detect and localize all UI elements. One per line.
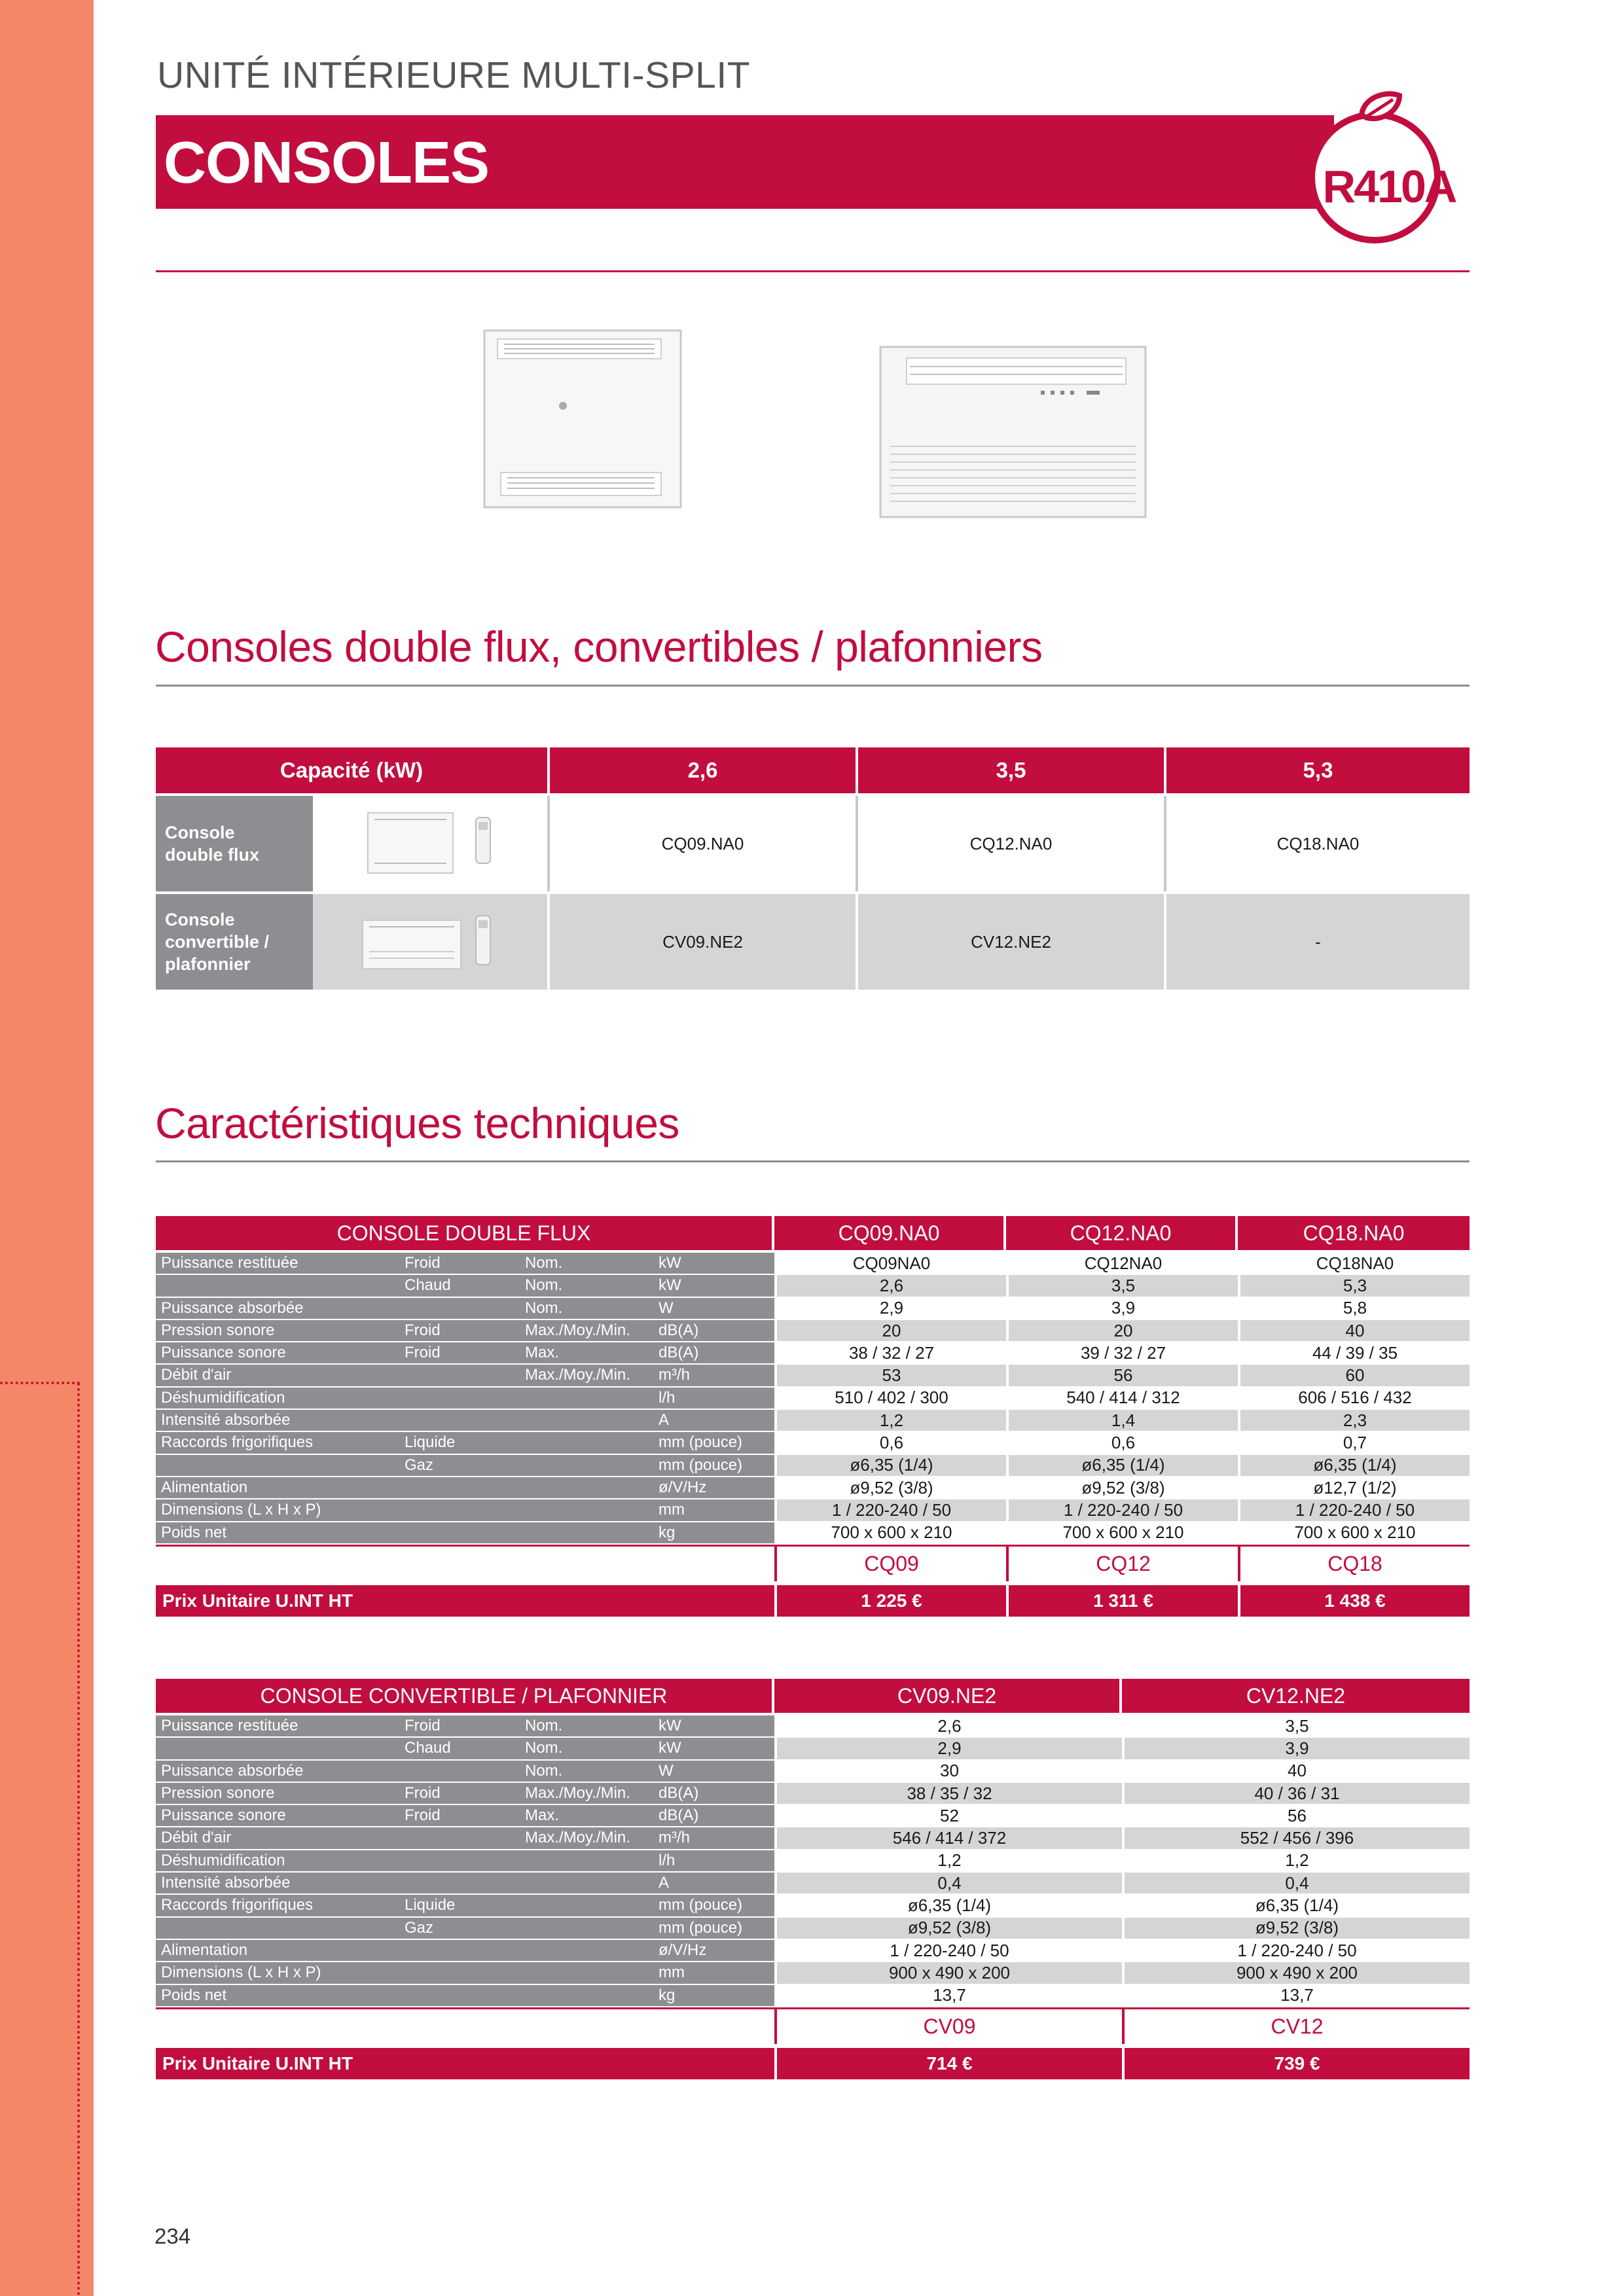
spec-value: 1 / 220-240 / 50 — [774, 1499, 1006, 1520]
overview-cell: CQ12.NA0 — [858, 796, 1166, 891]
spec-value: 0,6 — [1006, 1432, 1238, 1453]
spec-value: 700 x 600 x 210 — [1006, 1522, 1238, 1543]
spec-value: 44 / 39 / 35 — [1238, 1342, 1470, 1363]
spec-label-part: dB(A) — [659, 1344, 699, 1362]
spec-row-label — [156, 1432, 774, 1453]
spec-label-part: Intensité absorbée — [161, 1411, 291, 1429]
section-rule-models — [156, 685, 1470, 687]
spec-row-label — [156, 1298, 774, 1319]
spec-value: 552 / 456 / 396 — [1122, 1827, 1470, 1848]
spec-row — [156, 1783, 1470, 1805]
spec-label-part: Raccords frigorifiques — [161, 1896, 314, 1914]
spec-label-part: Pression sonore — [161, 1784, 275, 1802]
spec-row — [156, 1253, 1470, 1275]
spec-value: 5,8 — [1238, 1298, 1470, 1319]
spec-label-part: Froid — [405, 1806, 441, 1825]
spec-label-part: mm (pouce) — [659, 1896, 743, 1914]
spec-label-part: kW — [659, 1717, 681, 1734]
spec-row — [156, 1850, 1470, 1873]
spec-label-part: kW — [659, 1739, 681, 1757]
spec-price-row — [156, 1585, 1470, 1617]
spec-row — [156, 1715, 1470, 1738]
spec-value: 38 / 35 / 32 — [774, 1783, 1122, 1804]
spec-value: CQ18NA0 — [1238, 1253, 1470, 1274]
spec-label-part: Max./Moy./Min. — [525, 1829, 630, 1847]
spec-value: 1,2 — [774, 1850, 1122, 1871]
spec-label-part: Débit d'air — [161, 1366, 232, 1384]
spec-value: ø6,35 (1/4) — [1122, 1895, 1470, 1916]
spec-value: 2,6 — [774, 1715, 1122, 1736]
spec-header — [156, 1216, 1470, 1253]
spec-value: 40 — [1238, 1320, 1470, 1341]
spec-value: 53 — [774, 1365, 1006, 1386]
spec-label-part: Nom. — [525, 1761, 563, 1780]
spec-value: 38 / 32 / 27 — [774, 1342, 1006, 1363]
spec-label-part: Raccords frigorifiques — [161, 1433, 314, 1452]
models-overview-table — [156, 747, 1470, 990]
spec-label-part: Froid — [405, 1344, 441, 1362]
spec-code-row — [156, 2007, 1470, 2044]
spec-row-label — [156, 1738, 774, 1759]
spec-value: 0,4 — [774, 1873, 1122, 1893]
price-value: 714 € — [774, 2048, 1122, 2079]
spec-label-part: ø/V/Hz — [659, 1941, 707, 1959]
spec-value: 39 / 32 / 27 — [1006, 1342, 1238, 1363]
spec-table-double-flux — [156, 1216, 1470, 1617]
spec-row-label — [156, 1805, 774, 1826]
overview-header-col: 5,3 — [1166, 747, 1470, 793]
spec-row — [156, 1499, 1470, 1522]
spec-value: 2,6 — [774, 1275, 1006, 1296]
spec-label-part: A — [659, 1411, 670, 1429]
spec-row — [156, 1805, 1470, 1827]
spec-value: 30 — [774, 1761, 1122, 1782]
spec-value: 1 / 220-240 / 50 — [1238, 1499, 1470, 1520]
spec-row-label — [156, 1940, 774, 1961]
spec-row — [156, 1918, 1470, 1940]
spec-value: 1 / 220-240 / 50 — [1006, 1499, 1238, 1520]
spec-value: 40 / 36 / 31 — [1122, 1783, 1470, 1804]
spec-label-part: kW — [659, 1276, 681, 1295]
spec-value: 40 — [1122, 1761, 1470, 1782]
spec-label-part: Froid — [405, 1784, 441, 1802]
spec-label-part: Intensité absorbée — [161, 1874, 291, 1892]
spec-value: 1,2 — [774, 1410, 1006, 1431]
spec-value: 0,4 — [1122, 1873, 1470, 1893]
spec-label-part: kg — [659, 1986, 676, 2004]
spec-value: 606 / 516 / 432 — [1238, 1388, 1470, 1408]
console-double-flux-image — [481, 327, 687, 511]
spec-value: 700 x 600 x 210 — [1238, 1522, 1470, 1543]
spec-label-part: mm — [659, 1501, 685, 1519]
spec-row-label — [156, 1761, 774, 1782]
spec-label-part: W — [659, 1761, 674, 1780]
price-label: Prix Unitaire U.INT HT — [156, 2048, 774, 2079]
overview-header-capacity: Capacité (kW) — [156, 747, 550, 793]
model-code: CQ18 — [1238, 1547, 1470, 1581]
spec-value: 510 / 402 / 300 — [774, 1388, 1006, 1408]
overview-row-convertible — [156, 891, 1470, 990]
spec-value: 900 x 490 x 200 — [1122, 1962, 1470, 1983]
spec-value: 900 x 490 x 200 — [774, 1962, 1122, 1983]
spec-row — [156, 1388, 1470, 1410]
refrigerant-badge-label: R410A — [1322, 161, 1456, 212]
spec-value: 56 — [1122, 1805, 1470, 1826]
spec-label-part: Alimentation — [161, 1941, 248, 1959]
spec-header-model: CQ18.NA0 — [1238, 1216, 1470, 1250]
spec-value: 3,9 — [1122, 1738, 1470, 1759]
spec-value: ø6,35 (1/4) — [1006, 1455, 1238, 1476]
spec-row — [156, 1985, 1470, 2007]
price-value: 1 311 € — [1006, 1585, 1238, 1617]
spec-row — [156, 1827, 1470, 1850]
spec-value: 52 — [774, 1805, 1122, 1826]
spec-label-part: dB(A) — [659, 1321, 699, 1339]
spec-label-part: Alimentation — [161, 1478, 248, 1496]
spec-label-part: m³/h — [659, 1829, 690, 1847]
spec-table-convertible — [156, 1679, 1470, 2079]
spec-value: 1,2 — [1122, 1850, 1470, 1871]
spec-value: 3,5 — [1122, 1715, 1470, 1736]
spec-value: 1 / 220-240 / 50 — [1122, 1940, 1470, 1961]
spec-value: ø9,52 (3/8) — [774, 1918, 1122, 1939]
spec-label-part: Liquide — [405, 1433, 456, 1452]
spec-label-part: Froid — [405, 1717, 441, 1734]
spec-row-label — [156, 1342, 774, 1363]
spec-row-label — [156, 1253, 774, 1274]
spec-label-part: mm (pouce) — [659, 1433, 743, 1452]
spec-row-label — [156, 1715, 774, 1736]
spec-value: 2,9 — [774, 1738, 1122, 1759]
spec-value: ø6,35 (1/4) — [774, 1895, 1122, 1916]
spec-row-label — [156, 1410, 774, 1431]
section-rule-specs — [156, 1160, 1470, 1162]
price-value: 739 € — [1122, 2048, 1470, 2079]
spec-row-label — [156, 1850, 774, 1871]
page-number: 234 — [154, 2224, 191, 2248]
spec-value: ø9,52 (3/8) — [1122, 1918, 1470, 1939]
spec-label-part: Chaud — [405, 1276, 451, 1295]
spec-label-part: Froid — [405, 1254, 441, 1272]
spec-header-title: CONSOLE DOUBLE FLUX — [156, 1216, 774, 1250]
spec-row — [156, 1320, 1470, 1342]
spec-value: ø12,7 (1/2) — [1238, 1477, 1470, 1498]
spec-header-title: CONSOLE CONVERTIBLE / PLAFONNIER — [156, 1679, 774, 1713]
spec-label-part: Max./Moy./Min. — [525, 1366, 630, 1384]
overview-cell: CQ18.NA0 — [1166, 796, 1470, 891]
header-divider — [156, 270, 1470, 272]
overview-cell: - — [1166, 894, 1470, 990]
spec-value: 2,9 — [774, 1298, 1006, 1319]
spec-label-part: Puissance sonore — [161, 1806, 286, 1825]
overview-thumbnail-double-flux — [313, 796, 550, 891]
spec-label-part: Puissance absorbée — [161, 1299, 304, 1317]
dotted-guide-horizontal — [0, 1382, 80, 1384]
spec-code-row — [156, 1545, 1470, 1581]
spec-label-part: Chaud — [405, 1739, 451, 1757]
spec-label-part: Max. — [525, 1806, 560, 1825]
spec-row — [156, 1895, 1470, 1917]
spec-row-label — [156, 1985, 774, 2006]
model-code: CV12 — [1122, 2009, 1470, 2044]
spec-label-part: Max./Moy./Min. — [525, 1784, 630, 1802]
spec-row — [156, 1432, 1470, 1454]
spec-label-part: Nom. — [525, 1276, 563, 1295]
overview-cell: CQ09.NA0 — [550, 796, 858, 891]
spec-row-label — [156, 1962, 774, 1983]
model-code: CV09 — [774, 2009, 1122, 2044]
spec-label-part: Nom. — [525, 1717, 563, 1734]
spec-label-part: Nom. — [525, 1254, 563, 1272]
spec-label-part: kW — [659, 1254, 681, 1272]
spec-value: 20 — [1006, 1320, 1238, 1341]
spec-label-part: Poids net — [161, 1523, 227, 1541]
spec-label-part: kg — [659, 1523, 676, 1541]
spec-label-part: Déshumidification — [161, 1388, 285, 1407]
spec-label-part: Puissance absorbée — [161, 1761, 304, 1780]
spec-value: 1 / 220-240 / 50 — [774, 1940, 1122, 1961]
section-title-models: Consoles double flux, convertibles / plafonniers — [155, 622, 1043, 671]
price-label: Prix Unitaire U.INT HT — [156, 1585, 774, 1617]
spec-label-part: Gaz — [405, 1456, 434, 1474]
spec-row — [156, 1455, 1470, 1477]
spec-label-part: Dimensions (L x H x P) — [161, 1964, 321, 1982]
spec-value: 20 — [774, 1320, 1006, 1341]
spec-row-label — [156, 1499, 774, 1520]
spec-label-part: m³/h — [659, 1366, 690, 1384]
spec-row — [156, 1873, 1470, 1895]
section-title-specs: Caractéristiques techniques — [155, 1099, 679, 1147]
spec-label-part: Nom. — [525, 1299, 563, 1317]
spec-label-part: Gaz — [405, 1918, 434, 1937]
spec-row — [156, 1761, 1470, 1783]
console-convertible-plafonnier-image — [871, 342, 1152, 522]
spec-label-part: Liquide — [405, 1896, 456, 1914]
spec-label-part: Poids net — [161, 1986, 227, 2004]
spec-row-label — [156, 1320, 774, 1341]
spec-row-label — [156, 1455, 774, 1476]
spec-value: 13,7 — [1122, 1985, 1470, 2006]
spec-row — [156, 1365, 1470, 1387]
spec-value: 700 x 600 x 210 — [774, 1522, 1006, 1543]
spec-value: 546 / 414 / 372 — [774, 1827, 1122, 1848]
spec-header-model: CV12.NE2 — [1122, 1679, 1470, 1713]
spec-value: ø9,52 (3/8) — [1006, 1477, 1238, 1498]
overview-thumbnail-convertible — [313, 894, 550, 990]
spec-row — [156, 1410, 1470, 1432]
spec-value: 0,6 — [774, 1432, 1006, 1453]
spec-value: ø9,52 (3/8) — [774, 1477, 1006, 1498]
spec-label-part: Puissance restituée — [161, 1717, 298, 1734]
spec-row — [156, 1940, 1470, 1962]
spec-value: 3,5 — [1006, 1275, 1238, 1296]
spec-label-part: dB(A) — [659, 1784, 699, 1802]
spec-label-part: A — [659, 1874, 670, 1892]
spec-value: 2,3 — [1238, 1410, 1470, 1431]
spec-header — [156, 1679, 1470, 1715]
spec-row — [156, 1522, 1470, 1545]
spec-value: 540 / 414 / 312 — [1006, 1388, 1238, 1408]
spec-value: 60 — [1238, 1365, 1470, 1386]
spec-row — [156, 1738, 1470, 1760]
spec-row-label — [156, 1783, 774, 1804]
spec-label-part: mm — [659, 1964, 685, 1982]
page-title: CONSOLES — [164, 130, 490, 196]
overview-header — [156, 747, 1470, 793]
spec-label-part: dB(A) — [659, 1806, 699, 1825]
spec-label-part: Froid — [405, 1321, 441, 1339]
spec-value: ø6,35 (1/4) — [774, 1455, 1006, 1476]
spec-row-label — [156, 1873, 774, 1893]
spec-value: 3,9 — [1006, 1298, 1238, 1319]
overview-row-label: Console convertible / plafonnier — [156, 894, 313, 990]
spec-row-label — [156, 1365, 774, 1386]
spec-row-label — [156, 1388, 774, 1408]
price-value: 1 225 € — [774, 1585, 1006, 1617]
overview-row-label: Console double flux — [156, 796, 313, 891]
spec-label-part: mm (pouce) — [659, 1456, 743, 1474]
spec-header-model: CV09.NE2 — [774, 1679, 1122, 1713]
spec-label-part: Débit d'air — [161, 1829, 232, 1847]
page-supertitle: UNITÉ INTÉRIEURE MULTI-SPLIT — [157, 54, 751, 96]
spec-label-part: Max./Moy./Min. — [525, 1321, 630, 1339]
spec-row — [156, 1342, 1470, 1365]
spec-row-label — [156, 1918, 774, 1939]
overview-cell: CV09.NE2 — [550, 894, 858, 990]
spec-price-row — [156, 2048, 1470, 2079]
spec-header-model: CQ09.NA0 — [774, 1216, 1006, 1250]
spec-value: CQ09NA0 — [774, 1253, 1006, 1274]
spec-label-part: Dimensions (L x H x P) — [161, 1501, 321, 1519]
spec-value: 0,7 — [1238, 1432, 1470, 1453]
spec-label-part: mm (pouce) — [659, 1918, 743, 1937]
spec-row — [156, 1962, 1470, 1984]
spec-row-label — [156, 1477, 774, 1498]
spec-label-part: Puissance restituée — [161, 1254, 298, 1272]
spec-header-model: CQ12.NA0 — [1006, 1216, 1238, 1250]
spec-row-label — [156, 1275, 774, 1296]
price-value: 1 438 € — [1238, 1585, 1470, 1617]
spec-value: 56 — [1006, 1365, 1238, 1386]
spec-row — [156, 1275, 1470, 1297]
spec-row — [156, 1298, 1470, 1320]
spec-label-part: Pression sonore — [161, 1321, 275, 1339]
spec-value: 5,3 — [1238, 1275, 1470, 1296]
model-code: CQ09 — [774, 1547, 1006, 1581]
spec-label-part: Nom. — [525, 1739, 563, 1757]
dotted-guide-vertical — [77, 1383, 80, 2296]
overview-header-col: 2,6 — [550, 747, 858, 793]
spec-label-part: Max. — [525, 1344, 560, 1362]
spec-row-label — [156, 1895, 774, 1916]
spec-row — [156, 1477, 1470, 1499]
model-code: CQ12 — [1006, 1547, 1238, 1581]
spec-value: CQ12NA0 — [1006, 1253, 1238, 1274]
spec-row-label — [156, 1827, 774, 1848]
spec-label-part: W — [659, 1299, 674, 1317]
overview-row-double-flux — [156, 793, 1470, 891]
spec-value: ø6,35 (1/4) — [1238, 1455, 1470, 1476]
overview-header-col: 3,5 — [858, 747, 1166, 793]
spec-label-part: Puissance sonore — [161, 1344, 286, 1362]
spec-label-part: l/h — [659, 1388, 676, 1407]
overview-cell: CV12.NE2 — [858, 894, 1166, 990]
spec-value: 1,4 — [1006, 1410, 1238, 1431]
spec-value: 13,7 — [774, 1985, 1122, 2006]
spec-label-part: ø/V/Hz — [659, 1478, 707, 1496]
spec-label-part: l/h — [659, 1851, 676, 1869]
spec-label-part: Déshumidification — [161, 1851, 285, 1869]
spec-row-label — [156, 1522, 774, 1543]
